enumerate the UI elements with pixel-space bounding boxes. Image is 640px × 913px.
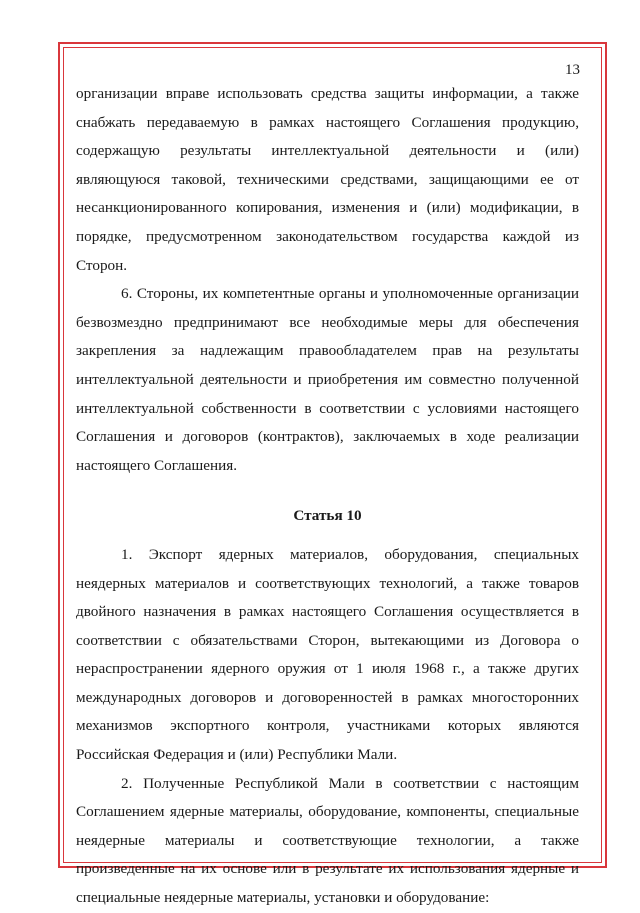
paragraph-article10-item-1: 1. Экспорт ядерных материалов, оборудования, специальных неядерных материалов и соответствующих технологий, а также товаров двойного назначения в рамках настоящего Соглашения осуществляется в соответствии с обязательствами Сторон, вытекающими из Договора о нераспространении ядерного оружия от 1 июля 1968 г., а также других международных договоров и договоренностей в рамках многосторонних механизмов экспортного контроля, участниками которых являются Российская Федерация и (или) Республики Мали.: [76, 545, 579, 764]
article-heading: Статья 10: [293, 507, 362, 525]
paragraph-article10-item-2: 2. Полученные Республикой Мали в соответствии с настоящим Соглашением ядерные материалы, оборудование, компоненты, специальные неядерные материалы и соответствующие технологии, а также произведенные на их основе или в результате их использования ядерные и специальные неядерные материалы, установки и оборудование:: [76, 774, 579, 907]
paragraph-continuation: организации вправе использовать средства защиты информации, а также снабжать передаваемую в рамках настоящего Соглашения продукцию, содержащую результаты интеллектуальной деятельности и (или) являющуюся таковой, техническими средствами, защищающими ее от несанкционированного копирования, изменения и (или) модификации, в порядке, предусмотренном законодательством государства каждой из Сторон.: [76, 85, 579, 274]
document-body: [76, 80, 579, 913]
page-number: 13: [565, 62, 580, 78]
paragraph-item-6: 6. Стороны, их компетентные органы и уполномоченные организации безвозмездно предпринимают все необходимые меры для обеспечения закрепления за надлежащим правообладателем прав на результаты интеллектуальной деятельности и приобретения им совместно полученной интеллектуальной собственности в соответствии с условиями настоящего Соглашения и договоров (контрактов), заключаемых в ходе реализации настоящего Соглашения.: [76, 285, 579, 474]
